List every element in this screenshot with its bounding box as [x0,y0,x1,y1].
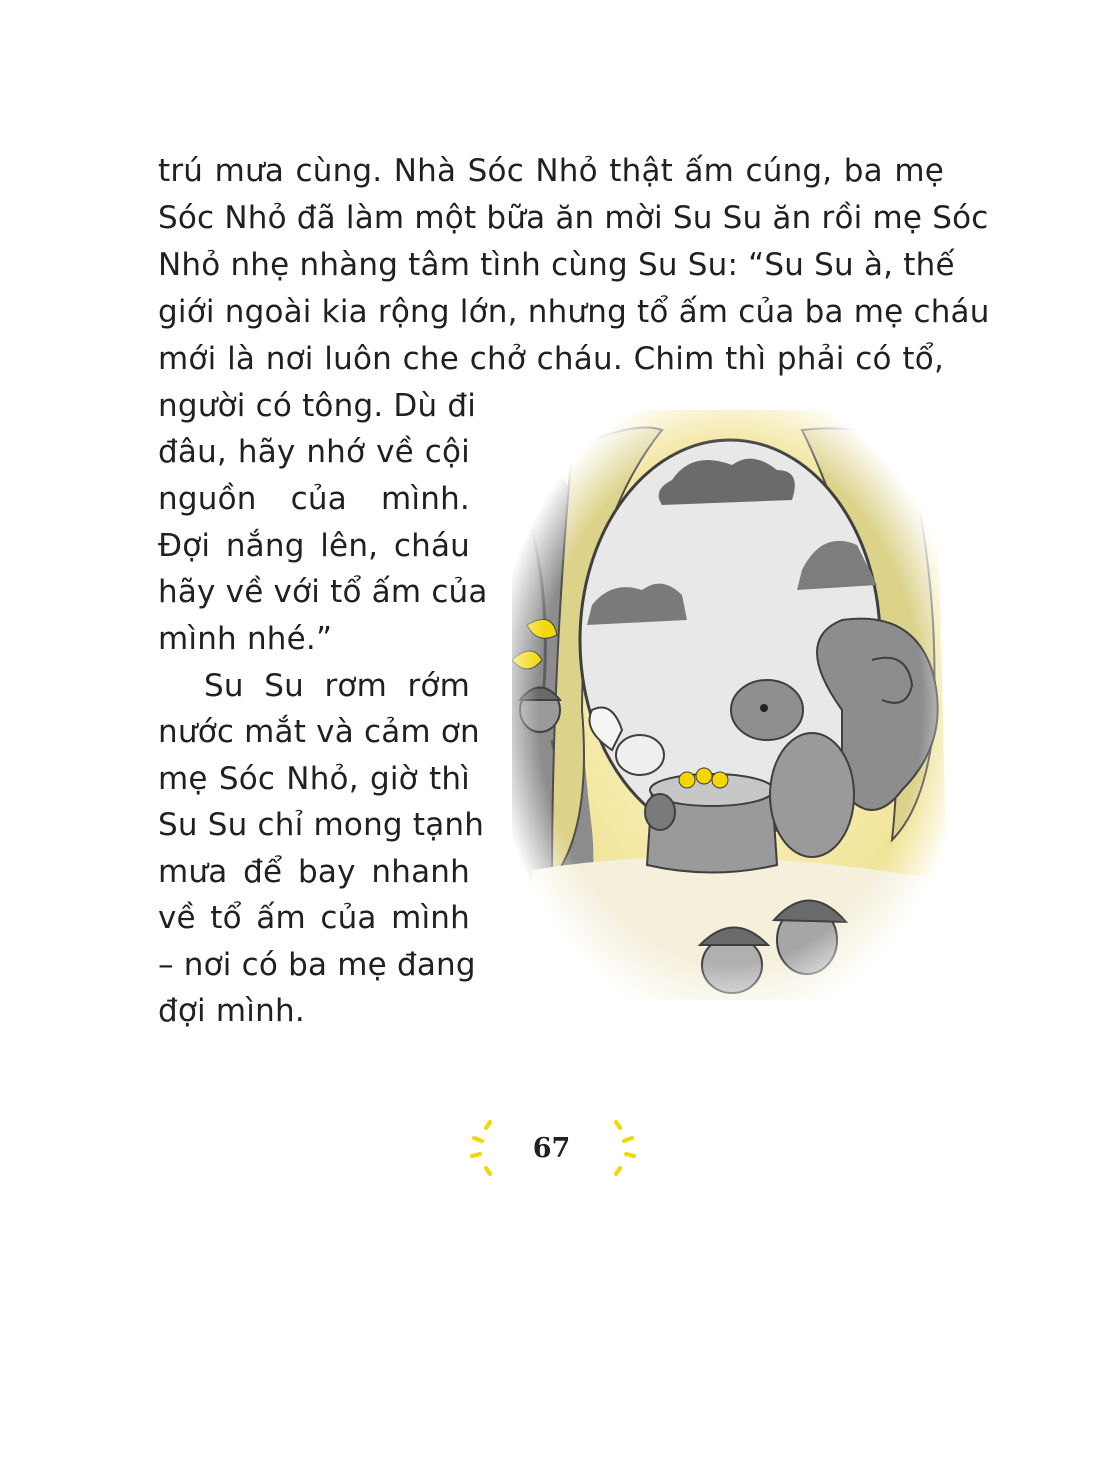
sunburst-right-icon [604,1116,644,1180]
squirrel-tree-illustration [512,410,948,1000]
text-line: mới là nơi luôn che chở cháu. Chim thì phải có tổ, [158,341,944,377]
text-line: mình nhé.” [158,621,333,657]
text-line: trú mưa cùng. Nhà Sóc Nhỏ thật ấm cúng, ba mẹ [158,153,944,189]
page-number: 67 [532,1133,571,1164]
text-line: Đợi nắng lên, cháu [158,528,470,564]
sunburst-left-icon [462,1116,502,1180]
text-line: về tổ ấm của mình [158,900,470,936]
text-line: – nơi có ba mẹ đang [158,947,476,983]
text-line: Nhỏ nhẹ nhàng tâm tình cùng Su Su: “Su Su à, thế [158,247,955,283]
text-line: Su Su chỉ mong tạnh [158,807,485,843]
text-line: mẹ Sóc Nhỏ, giờ thì [158,761,470,797]
text-line: đâu, hãy nhớ về cội [158,434,470,470]
text-line: đợi mình. [158,993,305,1029]
text-line: nguồn của mình. [158,481,470,517]
text-line: mưa để bay nhanh [158,854,470,890]
text-line: Su Su rơm rớm [204,668,470,704]
text-line: người có tông. Dù đi [158,388,477,424]
text-line: giới ngoài kia rộng lớn, nhưng tổ ấm của ba mẹ cháu [158,294,990,330]
text-line: hãy về với tổ ấm của [158,574,488,610]
text-line: Sóc Nhỏ đã làm một bữa ăn mời Su Su ăn rồi mẹ Sóc [158,200,989,236]
text-line: nước mắt và cảm ơn [158,714,480,750]
